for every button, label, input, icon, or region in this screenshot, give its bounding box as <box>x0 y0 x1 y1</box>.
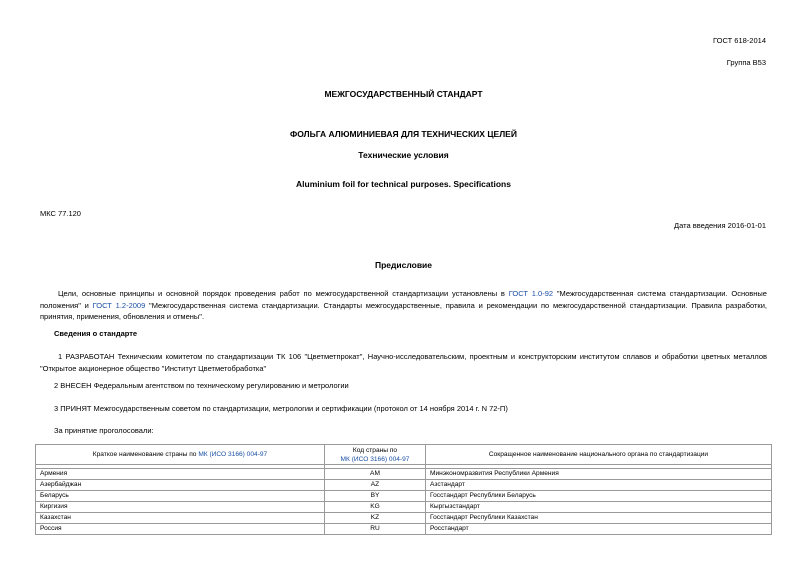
body-cell: Росстандарт <box>426 524 772 535</box>
mks-code: МКС 77.120 <box>40 209 81 218</box>
body-cell: Госстандарт Республики Казахстан <box>426 513 772 524</box>
standard-type-title: МЕЖГОСУДАРСТВЕННЫЙ СТАНДАРТ <box>324 89 483 99</box>
code-cell: AZ <box>325 480 426 491</box>
code-cell: RU <box>325 524 426 535</box>
mk-iso-link[interactable]: МК (ИСО 3166) 004-97 <box>198 451 268 458</box>
body-cell: Кыргызстандарт <box>426 502 772 513</box>
document-title: ФОЛЬГА АЛЮМИНИЕВАЯ ДЛЯ ТЕХНИЧЕСКИХ ЦЕЛЕЙ <box>290 129 517 139</box>
code-cell: BY <box>325 491 426 502</box>
body-cell: Азстандарт <box>426 480 772 491</box>
code-cell: KZ <box>325 513 426 524</box>
table-row <box>36 480 772 491</box>
voted-label: За принятие проголосовали: <box>54 426 154 435</box>
item-introduced: 2 ВНЕСЕН Федеральным агентством по техническому регулированию и метрологии <box>54 381 349 390</box>
voting-table <box>35 444 772 535</box>
standard-info-heading: Сведения о стандарте <box>54 329 138 338</box>
country-cell: Казахстан <box>36 513 325 524</box>
item-adopted: 3 ПРИНЯТ Межгосударственным советом по стандартизации, метрологии и сертификации (протокол от 14 ноября 2014 г. N 72-П) <box>54 404 508 413</box>
intro-date: Дата введения 2016-01-01 <box>674 221 766 230</box>
country-cell: Азербайджан <box>36 480 325 491</box>
english-title: Aluminium foil for technical purposes. Specifications <box>296 179 511 189</box>
table-row <box>36 524 772 535</box>
country-cell: Киргизия <box>36 502 325 513</box>
gost-1-2-2009-link[interactable]: ГОСТ 1.2-2009 <box>92 300 146 310</box>
table-row <box>36 502 772 513</box>
mk-iso-code-link[interactable]: МК (ИСО 3166) 004-97 <box>340 455 410 463</box>
header-standards-body: Сокращенное наименование национального органа по стандартизации <box>426 445 772 465</box>
gost-number: ГОСТ 618-2014 <box>712 36 766 45</box>
code-cell: KG <box>325 502 426 513</box>
preface-heading: Предисловие <box>374 260 433 270</box>
country-cell: Россия <box>36 524 325 535</box>
p1-text-a: Цели, основные принципы и основной порядок проведения работ по межгосударственной стандартизации установлены в <box>58 289 509 298</box>
header-country-code: Код страны по МК (ИСО 3166) 004-97 <box>325 445 426 465</box>
item-developed: 1 РАЗРАБОТАН Техническим комитетом по стандартизации ТК 106 "Цветметпрокат", Научно-исследовательским, проектным и конструкторским институтом сплавов и обработки цветных металлов "Открытое акционерное общество "Институт Цветметобработка" <box>40 352 767 373</box>
p1-text-b: "Межгосударственная система стандартизации. Основные положения" и <box>40 289 767 310</box>
table-row <box>36 491 772 502</box>
p1-text-c: "Межгосударственная система стандартизации. Стандарты межгосударственные, правила и рекомендации по межгосударственной стандартизации. Правила разработки, принятия, применения, обновления и отмены". <box>40 300 767 321</box>
gost-1-0-92-link[interactable]: ГОСТ 1.0-92 <box>508 289 554 298</box>
country-cell: Беларусь <box>36 491 325 502</box>
table-row <box>36 513 772 524</box>
body-cell: Госстандарт Республики Беларусь <box>426 491 772 502</box>
document-subtitle: Технические условия <box>358 150 449 160</box>
country-cell: Армения <box>36 469 325 480</box>
body-cell: Минэкономразвития Республики Армения <box>426 469 772 480</box>
code-cell: AM <box>325 469 426 480</box>
header-country-name: Краткое наименование страны по МК (ИСО 3166) 004-97 <box>36 445 325 465</box>
preface-paragraph <box>40 288 767 323</box>
group-code: Группа В53 <box>726 58 766 67</box>
table-row <box>36 469 772 480</box>
